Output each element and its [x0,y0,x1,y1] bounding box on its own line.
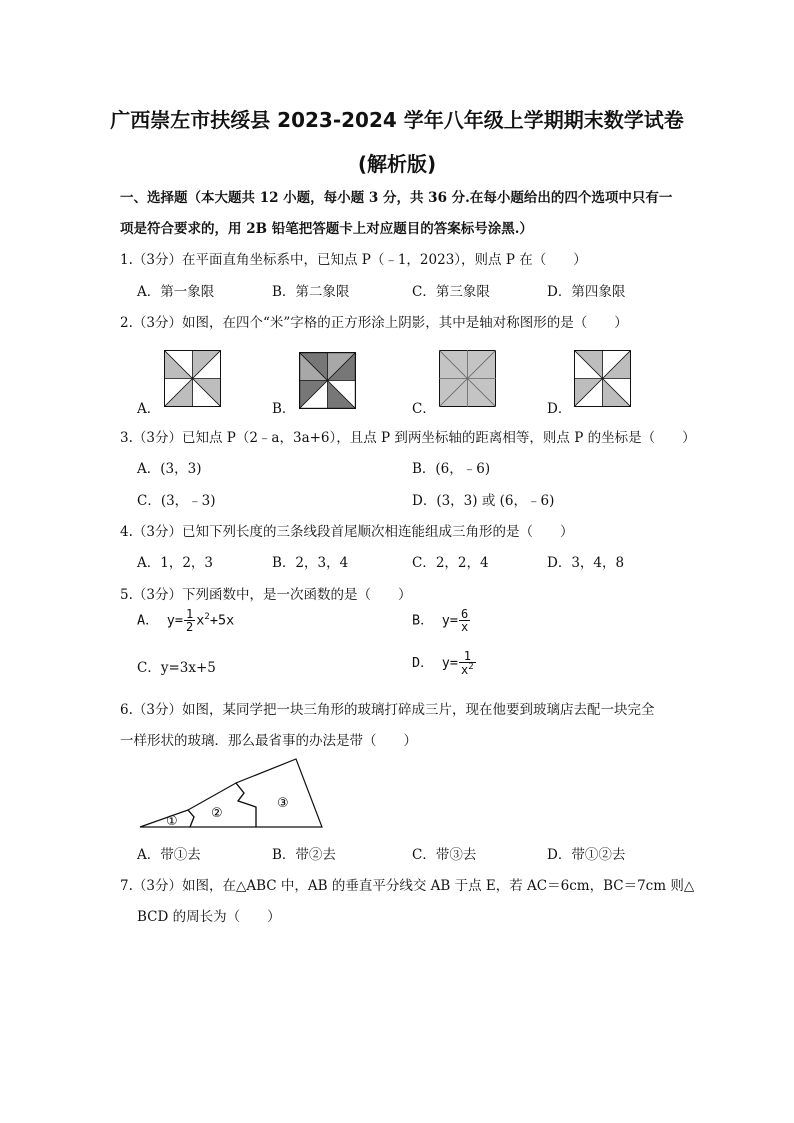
q7-stem-line1: 7.（3分）如图，在△ABC 中，AB 的垂直平分线交 AB 于点 E，若 AC＝6cm，BC＝7cm 则△ [120,878,695,894]
q5-a-prefix: A． y= [137,612,184,629]
q3-option-d[interactable]: D．(3，3) 或 (6，﹣6) [412,493,555,509]
q2-option-b-label[interactable]: B． [272,401,296,417]
section-header-line2: 项是符合要求的，用 2B 铅笔把答题卡上对应题目的答案标号涂黑.） [120,221,533,237]
q6-broken-glass-figure [138,757,324,829]
q5-d-prefix: D． y= [412,655,459,671]
q5-a-fraction: $\frac{1}{2}$ [186,607,194,634]
q1-option-c[interactable]: C．第三象限 [412,284,490,300]
q5-stem: 5.（3分）下列函数中，是一次函数的是（ ） [120,587,412,603]
q6-stem-line1: 6.（3分）如图，某同学把一块三角形的玻璃打碎成三片，现在他要到玻璃店去配一块完全 [120,702,655,718]
q6-piece-label-3: ③ [277,796,289,811]
q4-option-b[interactable]: B．2，3，4 [272,555,349,571]
q4-option-c[interactable]: C．2，2，4 [412,555,489,571]
q6-option-b[interactable]: B．带②去 [272,847,336,863]
q5-b-fraction: $\frac{6}{x}$ [461,607,469,634]
q6-option-c[interactable]: C．带③去 [412,847,477,863]
q5-option-b[interactable] [412,608,471,633]
page-title: 广西崇左市扶绥县 2023-2024 学年八年级上学期期末数学试卷 [110,108,684,132]
q6-piece-label-1: ① [166,814,178,829]
q3-stem: 3.（3分）已知点 P（2﹣a，3a+6），且点 P 到两坐标轴的距离相等，则点 P 的坐标是（ ） [120,430,696,446]
q4-option-a[interactable]: A．1，2，3 [137,555,214,571]
q2-option-d-label[interactable]: D． [547,401,572,417]
q5-d-fraction: $\frac{1}{x^2}$ [461,649,474,677]
q1-option-d[interactable]: D．第四象限 [547,284,626,300]
q6-piece-label-2: ② [211,806,223,821]
q2-option-a-label[interactable]: A． [137,401,161,417]
q5-option-c[interactable]: C．y=3x+5 [137,660,216,676]
q5-option-d[interactable] [412,650,477,676]
q2-option-c-label[interactable]: C． [412,401,436,417]
q2-stem: 2.（3分）如图，在四个“米”字格的正方形涂上阴影，其中是轴对称图形的是（ ） [120,315,628,331]
q2-figure-d[interactable] [574,350,631,407]
q2-figure-a[interactable] [164,350,221,407]
q3-option-c[interactable]: C．(3，﹣3) [137,493,216,509]
q6-option-d[interactable]: D．带①②去 [547,847,626,863]
q1-stem: 1.（3分）在平面直角坐标系中，已知点 P（﹣1，2023），则点 P 在（ ） [120,252,587,268]
q1-option-b[interactable]: B．第二象限 [272,284,350,300]
q7-stem-line2: BCD 的周长为（ ） [137,909,281,925]
q4-stem: 4.（3分）已知下列长度的三条线段首尾顺次相连能组成三角形的是（ ） [120,524,574,540]
q6-stem-line2: 一样形状的玻璃．那么最省事的办法是带（ ） [120,733,417,749]
q3-option-b[interactable]: B．(6，﹣6) [412,461,491,477]
section-header-line1: 一、选择题（本大题共 12 小题，每小题 3 分，共 36 分.在每小题给出的四个选项中只有一 [120,190,673,206]
q4-option-d[interactable]: D．3，4，8 [547,555,625,571]
q1-option-a[interactable]: A．第一象限 [137,284,215,300]
page-subtitle: (解析版) [357,152,437,176]
q3-option-a[interactable]: A．(3，3) [137,461,202,477]
q2-figure-c[interactable] [439,350,496,407]
q5-b-prefix: B． y= [412,612,459,629]
q2-figure-b[interactable] [299,352,356,409]
q6-option-a[interactable]: A．带①去 [137,847,201,863]
q5-option-a[interactable]: A． y= $\frac{1}{2}$ $x^2+5x$ [137,607,235,634]
